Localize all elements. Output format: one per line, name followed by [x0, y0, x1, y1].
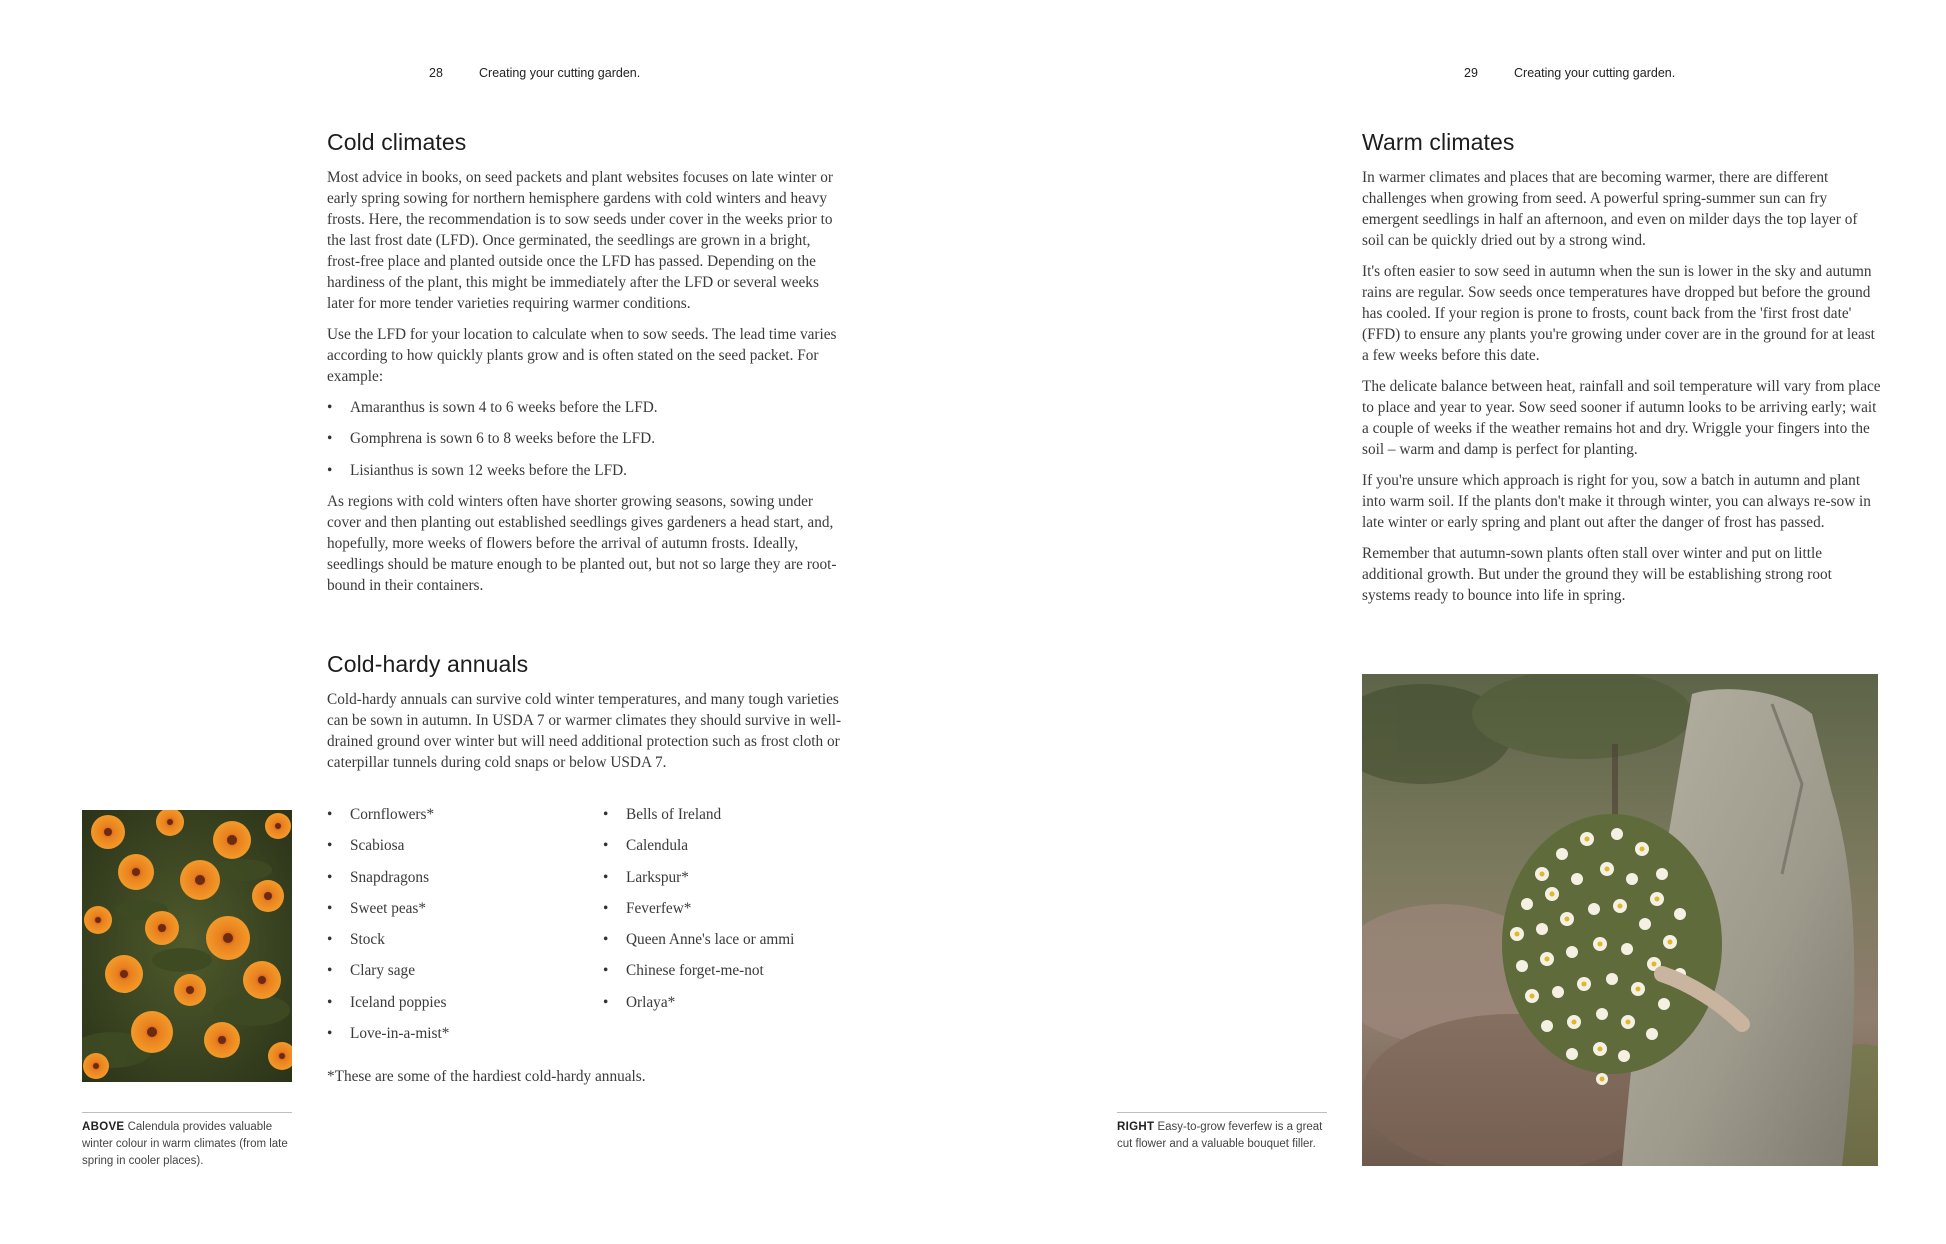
caption-left: [82, 1119, 300, 1170]
feverfew-image: [1362, 674, 1878, 1166]
paragraph: As regions with cold winters often have shorter growing seasons, sowing under cover and then planting out established seedlings gives gardeners a head start, and, hopefully, more weeks of flowers before the arrival of autumn frosts. Ideally, seedlings should be mature enough to be planted out, but not so large they are root-bound in their containers.: [327, 492, 837, 594]
lead-time-examples: [327, 397, 847, 491]
paragraph: Use the LFD for your location to calculate when to sow seeds. The lead time varies according to how quickly plants grow and is often stated on the seed packet. For example:: [327, 326, 837, 385]
list-item: • Feverfew*: [603, 898, 863, 929]
calendula-image: [82, 810, 292, 1082]
paragraph: Remember that autumn-sown plants often stall over winter and put on little additional growth. But under the ground they will be establishing strong root systems ready to bounce into life in spring.: [1362, 545, 1832, 604]
footnote: *These are some of the hardiest cold-hardy annuals.: [327, 1068, 646, 1085]
cold-hardy-intro: [327, 689, 847, 783]
list-item: • Love-in-a-mist*: [327, 1023, 587, 1054]
paragraph: If you're unsure which approach is right for you, sow a batch in autumn and plant into warm soil. If the plants don't make it through winter, you can always re-sow in late winter or early spring and plant out after the danger of frost has passed.: [1362, 472, 1871, 531]
running-title: Creating your cutting garden.: [479, 66, 641, 80]
running-head-right: [1464, 66, 1675, 80]
list-item: • Calendula: [603, 835, 863, 866]
list-item: • Iceland poppies: [327, 992, 587, 1023]
list-item: • Cornflowers*: [327, 804, 587, 835]
cold-hardy-list-col2: [603, 804, 863, 1023]
paragraph: Cold-hardy annuals can survive cold winter temperatures, and many tough varieties can be sown in autumn. In USDA 7 or warmer climates they should survive in well-drained ground over winter but will need additional protection such as frost cloth or caterpillar tunnels during cold snaps or below USDA 7.: [327, 691, 842, 771]
page-number: 28: [429, 66, 443, 80]
paragraph: It's often easier to sow seed in autumn when the sun is lower in the sky and autumn rains are regular. Sow seeds once temperatures have dropped but before the ground has cooled. If your region is prone to frosts, count back from the 'first frost date' (FFD) to ensure any plants you're growing under cover are in the ground for at least a few weeks before this date.: [1362, 263, 1875, 364]
list-item: • Amaranthus is sown 4 to 6 weeks before the LFD.: [327, 397, 847, 428]
cold-hardy-list-col1: [327, 804, 587, 1054]
list-item: • Chinese forget-me-not: [603, 960, 863, 991]
caption-rule-right: [1117, 1112, 1327, 1113]
list-item: • Orlaya*: [603, 992, 863, 1023]
list-item: • Larkspur*: [603, 867, 863, 898]
list-item: • Queen Anne's lace or ammi: [603, 929, 863, 960]
feverfew-photo: [1362, 674, 1878, 1166]
heading-cold-climates: Cold climates: [327, 129, 467, 155]
warm-climates-section: [1362, 167, 1882, 616]
running-title: Creating your cutting garden.: [1514, 66, 1676, 80]
cold-climates-section: [327, 167, 847, 606]
caption-lead: RIGHT: [1117, 1121, 1155, 1133]
paragraph: Most advice in books, on seed packets and plant websites focuses on late winter or early spring sowing for northern hemisphere gardens with cold winters and heavy frosts. Here, the recommendation is to sow seeds under cover in the weeks prior to the last frost date (LFD). Once germinated, the seedlings are grown in a bright, frost-free place and planted outside once the LFD has passed. Depending on the hardiness of the plant, this might be immediately after the LFD or several weeks later for more tender varieties requiring warmer conditions.: [327, 169, 833, 312]
heading-warm-climates: Warm climates: [1362, 129, 1515, 155]
list-item: • Bells of Ireland: [603, 804, 863, 835]
calendula-photo: [82, 810, 292, 1082]
running-head-left: [429, 66, 640, 80]
caption-rule-left: [82, 1112, 292, 1113]
list-item: • Snapdragons: [327, 867, 587, 898]
list-item: • Scabiosa: [327, 835, 587, 866]
list-item: • Sweet peas*: [327, 898, 587, 929]
list-item: • Lisianthus is sown 12 weeks before the LFD.: [327, 460, 847, 491]
caption-text: Easy-to-grow feverfew is a great cut flower and a valuable bouquet filler.: [1117, 1121, 1323, 1150]
paragraph: In warmer climates and places that are becoming warmer, there are different challenges when growing from seed. A powerful spring-summer sun can fry emergent seedlings in half an afternoon, and even on milder days the top layer of soil can be quickly dried out by a strong wind.: [1362, 169, 1858, 249]
list-item: • Gomphrena is sown 6 to 8 weeks before the LFD.: [327, 428, 847, 459]
caption-lead: ABOVE: [82, 1121, 125, 1133]
paragraph: The delicate balance between heat, rainfall and soil temperature will vary from place to place and year to year. Sow seed sooner if autumn looks to be arriving early; wait a couple of weeks if the weather remains hot and dry. Wriggle your fingers into the soil – warm and damp is perfect for planting.: [1362, 378, 1881, 458]
page-number: 29: [1464, 66, 1478, 80]
list-item: • Clary sage: [327, 960, 587, 991]
caption-right: [1117, 1119, 1327, 1153]
heading-cold-hardy-annuals: Cold-hardy annuals: [327, 651, 529, 677]
caption-text: Calendula provides valuable winter colour in warm climates (from late spring in cooler places).: [82, 1121, 288, 1167]
list-item: • Stock: [327, 929, 587, 960]
